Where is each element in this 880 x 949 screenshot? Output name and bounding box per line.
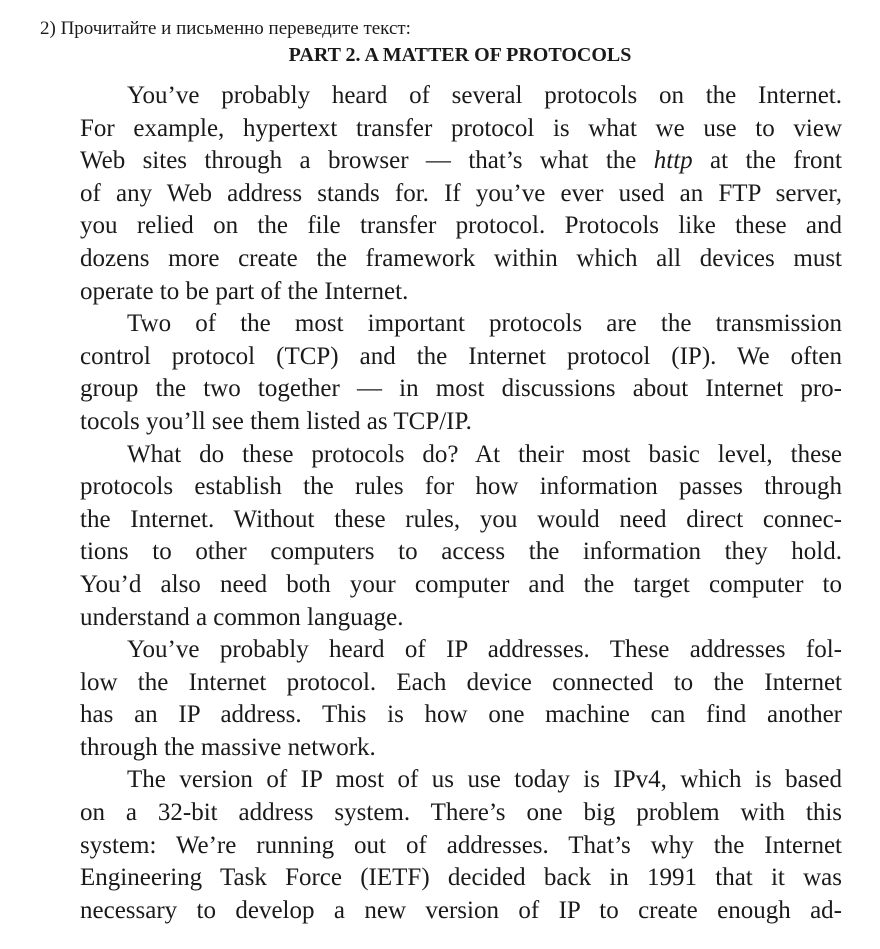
text-segment: at the front xyxy=(692,147,842,175)
text-line: Engineering Task Force (IETF) decided back in 1991 that it was xyxy=(80,864,842,892)
text-line: on a 32-bit address system. There’s one big problem with this xyxy=(80,799,842,827)
text-line: understand a common language. xyxy=(80,603,404,631)
text-line: of any Web address stands for. If you’ve ever used an FTP server, xyxy=(80,179,842,207)
paragraph xyxy=(80,80,842,308)
document-title: PART 2. A MATTER OF PROTOCOLS xyxy=(288,44,632,66)
text-line: has an IP address. This is how one machine can find another xyxy=(80,701,842,729)
text-line: You’d also need both your computer and the target computer to xyxy=(80,570,842,598)
paragraph xyxy=(80,308,842,438)
text-line: low the Internet protocol. Each device connected to the Internet xyxy=(80,668,842,696)
text-line: system: We’re running out of addresses. That’s why the Internet xyxy=(80,831,842,859)
paragraph xyxy=(80,764,842,927)
text-line: you relied on the file transfer protocol. Protocols like these and xyxy=(80,212,842,240)
text-line: protocols establish the rules for how information passes through xyxy=(80,473,842,501)
text-line: group the two together — in most discussions about Internet pro- xyxy=(80,375,842,403)
text-line: operate to be part of the Internet. xyxy=(80,277,409,305)
document-body xyxy=(80,80,842,927)
text-line: necessary to develop a new version of IP to create enough ad- xyxy=(80,896,842,924)
text-segment: Web sites through a browser — that’s what the xyxy=(80,147,654,175)
text-line: through the massive network. xyxy=(80,733,376,761)
text-line: tocols you’ll see them listed as TCP/IP. xyxy=(80,407,472,435)
text-line: You’ve probably heard of IP addresses. These addresses fol- xyxy=(127,636,842,664)
italic-term: http xyxy=(653,147,693,175)
paragraph xyxy=(80,439,842,635)
text-line: You’ve probably heard of several protocols on the Internet. xyxy=(127,82,842,109)
paragraph xyxy=(80,634,842,764)
text-line: The version of IP most of us use today is IPv4, which is based xyxy=(127,766,842,794)
text-line: What do these protocols do? At their most basic level, these xyxy=(127,440,842,468)
task-instruction: 2) Прочитайте и письменно переведите текст: xyxy=(40,18,411,39)
text-line: tions to other computers to access the information they hold. xyxy=(80,538,842,566)
text-line: For example, hypertext transfer protocol is what we use to view xyxy=(80,114,842,142)
text-line: the Internet. Without these rules, you would need direct connec- xyxy=(80,505,842,533)
text-line: control protocol (TCP) and the Internet protocol (IP). We often xyxy=(80,342,842,370)
text-line: dozens more create the framework within which all devices must xyxy=(80,244,842,272)
text-line: Two of the most important protocols are the transmission xyxy=(127,310,842,338)
text-line xyxy=(80,145,842,178)
